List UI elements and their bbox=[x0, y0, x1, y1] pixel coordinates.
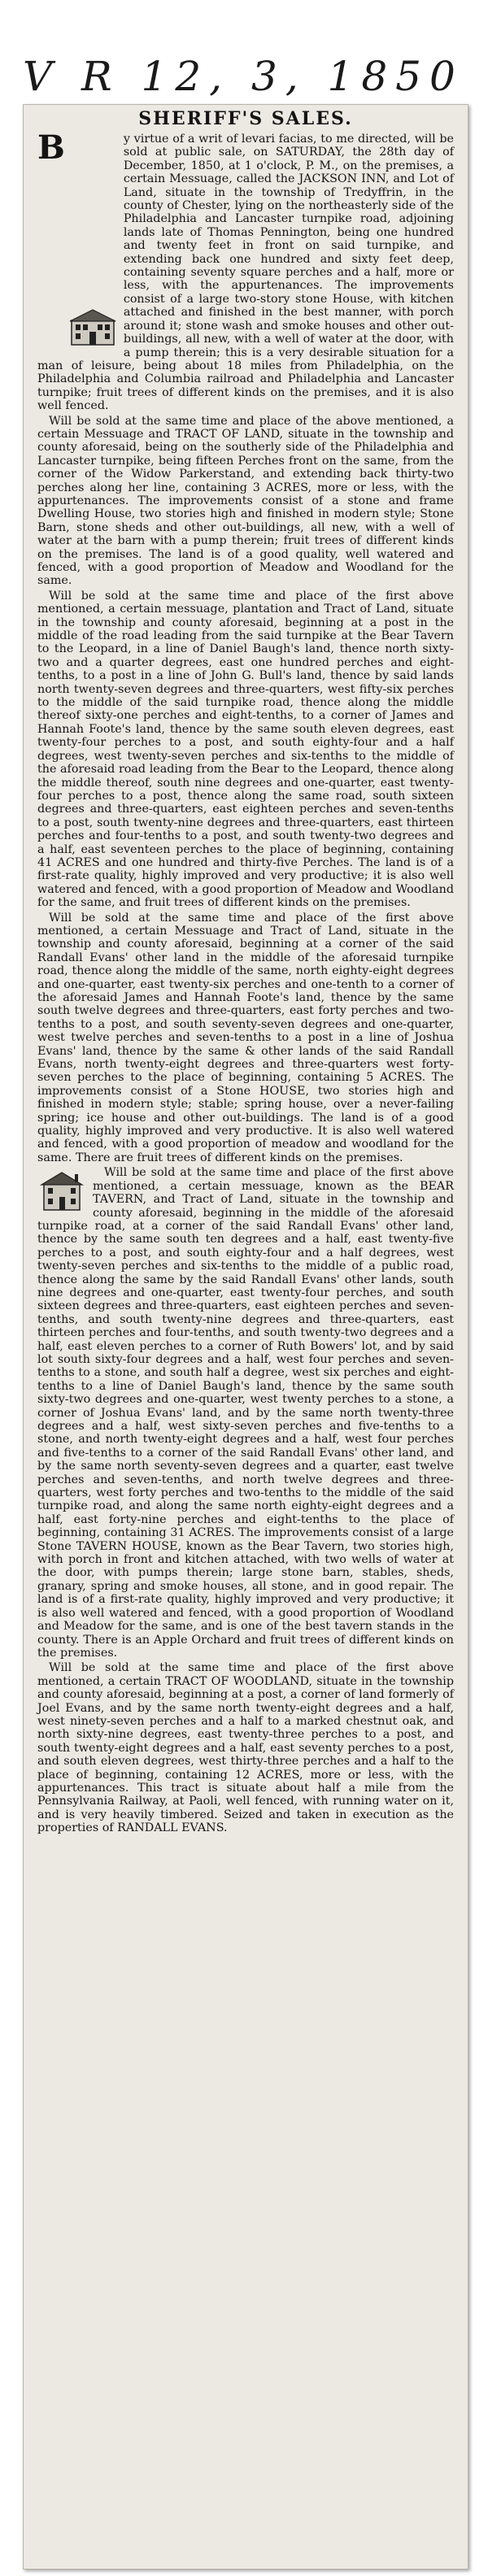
notice-paragraph-1-text: y virtue of a writ of levari facias, to me directed, will be sold at public sale, on SATURDAY, the 28th day of December, 1850, at 1 o'clock, P. M., on the premises, a certain Messuage, called the JACKSON INN, and Lot of Land, situate in the township of Tredyffrin, in the county of Chester, lying on the northeasterly side of the Philadelphia and Lancaster turnpike road, adjoining lands late of Thomas Pennington, being one hundred and twenty feet in front on said turnpike, and extending back one hundred and sixty feet deep, containing seventy square perches and a half, more or less, with the appurtenances. The improvements consist of a large two-story stone House, with kitchen attached and finished in the best manner, with porch around it; stone wash and smoke houses and other out-buildings, all new, with a well of water at the door, with a pump therein; this is a very desirable situation for a man of leisure, being about 18 miles from Philadelphia, on the Philadelphia and Columbia railroad and Philadelphia and Lancaster turnpike; fruit trees of different kinds on the premises, and it is also well fenced. bbox=[37, 133, 454, 413]
notice-paragraph-6: Will be sold at the same time and place of the first above mentioned, a certain TRACT OF WOODLAND, situate in the township and county aforesaid, beginning at a post, a corner of land formerly of Joel Evans, and by the same north twenty-eight degrees and a half, west ninety-seven perches and a half to a marked chestnut oak, and north sixty-nine degrees, east twenty-three perches to a post, and south twenty-eight degrees and a half, east seventy perches to a post, and south eleven degrees, west thirty-three perches and a half to the place of beginning, containing 12 ACRES, more or less, with the appurtenances. This tract is situate about half a mile from the Pennsylvania Railway, at Paoli, well fenced, with running water on it, and is very heavily timbered. Seized and taken in execution as the properties of RANDALL EVANS. bbox=[37, 1661, 454, 1835]
drop-cap: B bbox=[37, 128, 65, 167]
notice-paragraph-5-text: Will be sold at the same time and place of the first above mentioned, a certain messuage, known as the BEAR TAVERN, and Tract of Land, situate in the township and county aforesaid, beginning in the middle of the aforesaid turnpike road, at a corner of the said Randall Evans' other land, thence by the same south ten degrees and a half, east twenty-five perches to a post, and south eighty-four and a half degrees, west twenty-seven perches and six-tenths to the middle of a public road, thence along the same by the said Randall Evans' other lands, south nine degrees and one-quarter, east twenty-four perches, and south sixteen degrees and three-quarters, east eighteen perches and seven-tenths, and south twenty-nine degrees and three-quarters, east thirteen perches and four-tenths, and south twenty-two degrees and a half, east eleven perches to a corner of Ruth Bowers' lot, and by said lot south sixty-four degrees and a half, west four perches and seven-tenths to a stone, and south half a degree, west six perches and eight-tenths to a line of Daniel Baugh's land, thence by the same south sixty-two degrees and one-quarter, west twenty perches to a stone, a corner of Joshua Evans' land, and by the same north twenty-three degrees and a half, west sixty-seven perches and five-tenths to a stone, and north twenty-eight degrees and a half, west four perches and five-tenths to a corner of the said Randall Evans' other land, and by the same north seventy-seven degrees and a quarter, east twelve perches and seven-tenths, and north twelve degrees and three-quarters, west forty perches and two-tenths to the middle of the said turnpike road, and along the same north eighty-eight degrees and a half, east forty-nine perches and eight-tenths to the place of beginning, containing 31 ACRES. The improvements consist of a large Stone TAVERN HOUSE, known as the Bear Tavern, two stories high, with porch in front and kitchen attached, with two wells of water at the door, with pumps therein; large stone barn, stables, sheds, granary, spring and smoke houses, all stone, and in good repair. The land is of a first-rate quality, highly improved and very productive; it is also well watered and fenced, with a good proportion of Woodland and Meadow for the same, and is one of the best tavern stands in the county. There is an Apple Orchard and fruit trees of different kinds on the premises. bbox=[37, 1166, 454, 1660]
notice-paragraph-3: Will be sold at the same time and place of the first above mentioned, a certain messuage, plantation and Tract of Land, situate in the township and county aforesaid, beginning at a post in the middle of the road leading from the said turnpike at the Bear Tavern to the Leopard, in a line of Daniel Baugh's land, thence north sixty-two and a quarter degrees, east one hundred perches and eight-tenths, to a post in a line of John G. Bull's land, thence by said lands north twenty-seven degrees and three-quarters, west fifty-six perches to the middle of the said turnpike road, thence along the middle thereof sixty-one perches and eight-tenths, to a corner of James and Hannah Foote's land, thence by the same south eleven degrees, east twenty-four perches to a post, and south eighty-four and a half degrees, west twenty-seven perches and six-tenths to the middle of the aforesaid road leading from the Bear to the Leopard, thence along the middle thereof, south nine degrees and one-quarter, east twenty-four perches to a post, thence along the same road, south sixteen degrees and three-quarters, east eighteen perches and seven-tenths to a post, south twenty-nine degrees and three-quarters, east thirteen perches and four-tenths to a post, and south twenty-two degrees and a half, east seventeen perches to the place of beginning, containing 41 ACRES and one hundred and thirty-five Perches. The land is of a first-rate quality, highly improved and very productive; it is also well watered and fenced, with a good proportion of Meadow and Woodland for the same, and fruit trees of different kinds on the premises. bbox=[37, 589, 454, 910]
house-woodcut-icon bbox=[68, 307, 117, 346]
notice-paragraph-1 bbox=[37, 128, 454, 413]
notice-paragraph-4: Will be sold at the same time and place of the first above mentioned, a certain Messuage and Tract of Land, situate in the township and county aforesaid, beginning at a corner of the said Randall Evans' other land in the middle of the aforesaid turnpike road, thence along the middle of the same, north eighty-eight degrees and one-quarter, east twenty-six perches and one-tenth to a corner of the aforesaid James and Hannah Foote's land, thence by the same south twelve degrees and three-quarters, east forty perches and two-tenths to a post, and south seventy-seven degrees and one-quarter, west twelve perches and seven-tenths to a post in a line of Joshua Evans' land, thence by the same & other lands of the said Randall Evans, north twenty-eight degrees and three-quarters west forty-seven perches to the place of beginning, containing 5 ACRES. The improvements consist of a Stone HOUSE, two stories high and finished in modern style; stable; spring house, over a never-failing spring; ice house and other out-buildings. The land is of a good quality, highly improved and very productive. It is also well watered and fenced, with a good proportion of meadow and woodland for the same. There are fruit trees of different kinds on the premises. bbox=[37, 911, 454, 1164]
handwritten-note: V R 12, 3, 1850 bbox=[23, 53, 464, 100]
newspaper-clipping bbox=[23, 104, 468, 2569]
tavern-woodcut-icon bbox=[37, 1169, 86, 1212]
notice-paragraph-5 bbox=[37, 1166, 454, 1660]
notice-heading: SHERIFF'S SALES. bbox=[138, 108, 353, 129]
notice-paragraph-2: Will be sold at the same time and place of the above mentioned, a certain Messuage and TRACT OF LAND, situate in the township and county aforesaid, being on the southerly side of the Philadelphia and Lancaster turnpike, being fifteen Perches front on the same, from the corner of the Widow Parkerstand, and extending back thirty-two perches along her line, containing 3 ACRES, more or less, with the appurtenances. The improvements consist of a stone and frame Dwelling House, two stories high and finished in modern style; Stone Barn, stone sheds and other out-buildings, all new, with a well of water at the barn with a pump therein; fruit trees of different kinds on the premises. The land is of a good quality, well watered and fenced, with a good proportion of Meadow and Woodland for the same. bbox=[37, 414, 454, 588]
